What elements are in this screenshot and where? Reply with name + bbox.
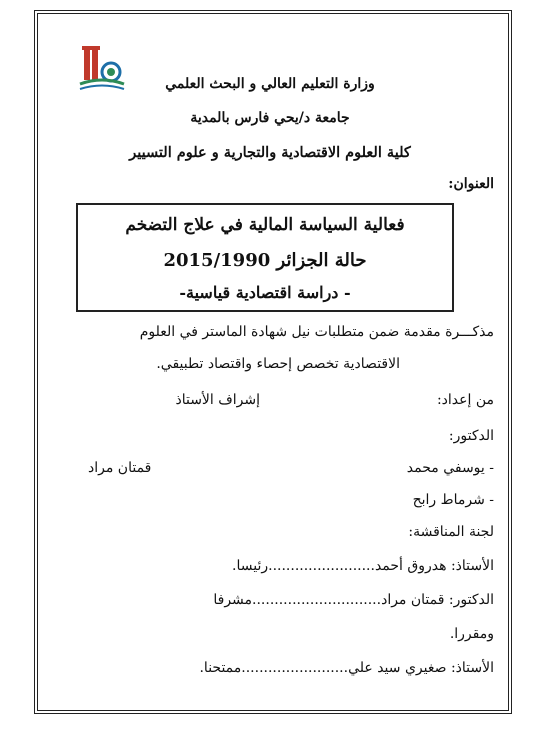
thesis-title-line1: فعالية السياسة المالية في علاج التضخم (125, 215, 405, 235)
ministry-title: وزارة التعليم العالي و البحث العلمي (165, 76, 375, 92)
student-name-1: - يوسفي محمد (406, 460, 494, 476)
thesis-title-line3: - دراسة اقتصادية قياسية- (179, 283, 351, 302)
thesis-title-line2: حالة الجزائر 2015/1990 (163, 250, 367, 271)
committee-member-1: الأستاذ: هدروق أحمد........................رئيسا. (232, 558, 494, 574)
prepared-by-label: من إعداد: (436, 392, 494, 408)
committee-member-2: الدكتور: قمتان مراد.............................مشرفا (213, 592, 494, 608)
supervision-label: إشراف الأستاذ (175, 392, 260, 408)
thesis-note-line2: الاقتصادية تخصص إحصاء واقتصاد تطبيقي. (156, 356, 400, 372)
committee-label: لجنة المناقشة: (408, 524, 494, 540)
title-label: العنوان: (448, 176, 494, 192)
university-name: جامعة د/يحي فارس بالمدية (190, 110, 350, 126)
student-name-2: - شرماط رابح (412, 492, 494, 508)
thesis-note-line1: مذكـــرة مقدمة ضمن متطلبات نيل شهادة الماستر في العلوم (139, 324, 494, 340)
thesis-title-box (76, 203, 454, 312)
committee-member-3: الأستاذ: صغيري سيد علي........................ممتحنا. (199, 660, 494, 676)
faculty-name: كلية العلوم الاقتصادية والتجارية و علوم التسيير (129, 144, 411, 161)
doctor-label: الدكتور: (448, 428, 494, 444)
committee-member-2-role: ومقررا. (449, 626, 494, 642)
supervisor-name: قمتان مراد (88, 460, 152, 476)
